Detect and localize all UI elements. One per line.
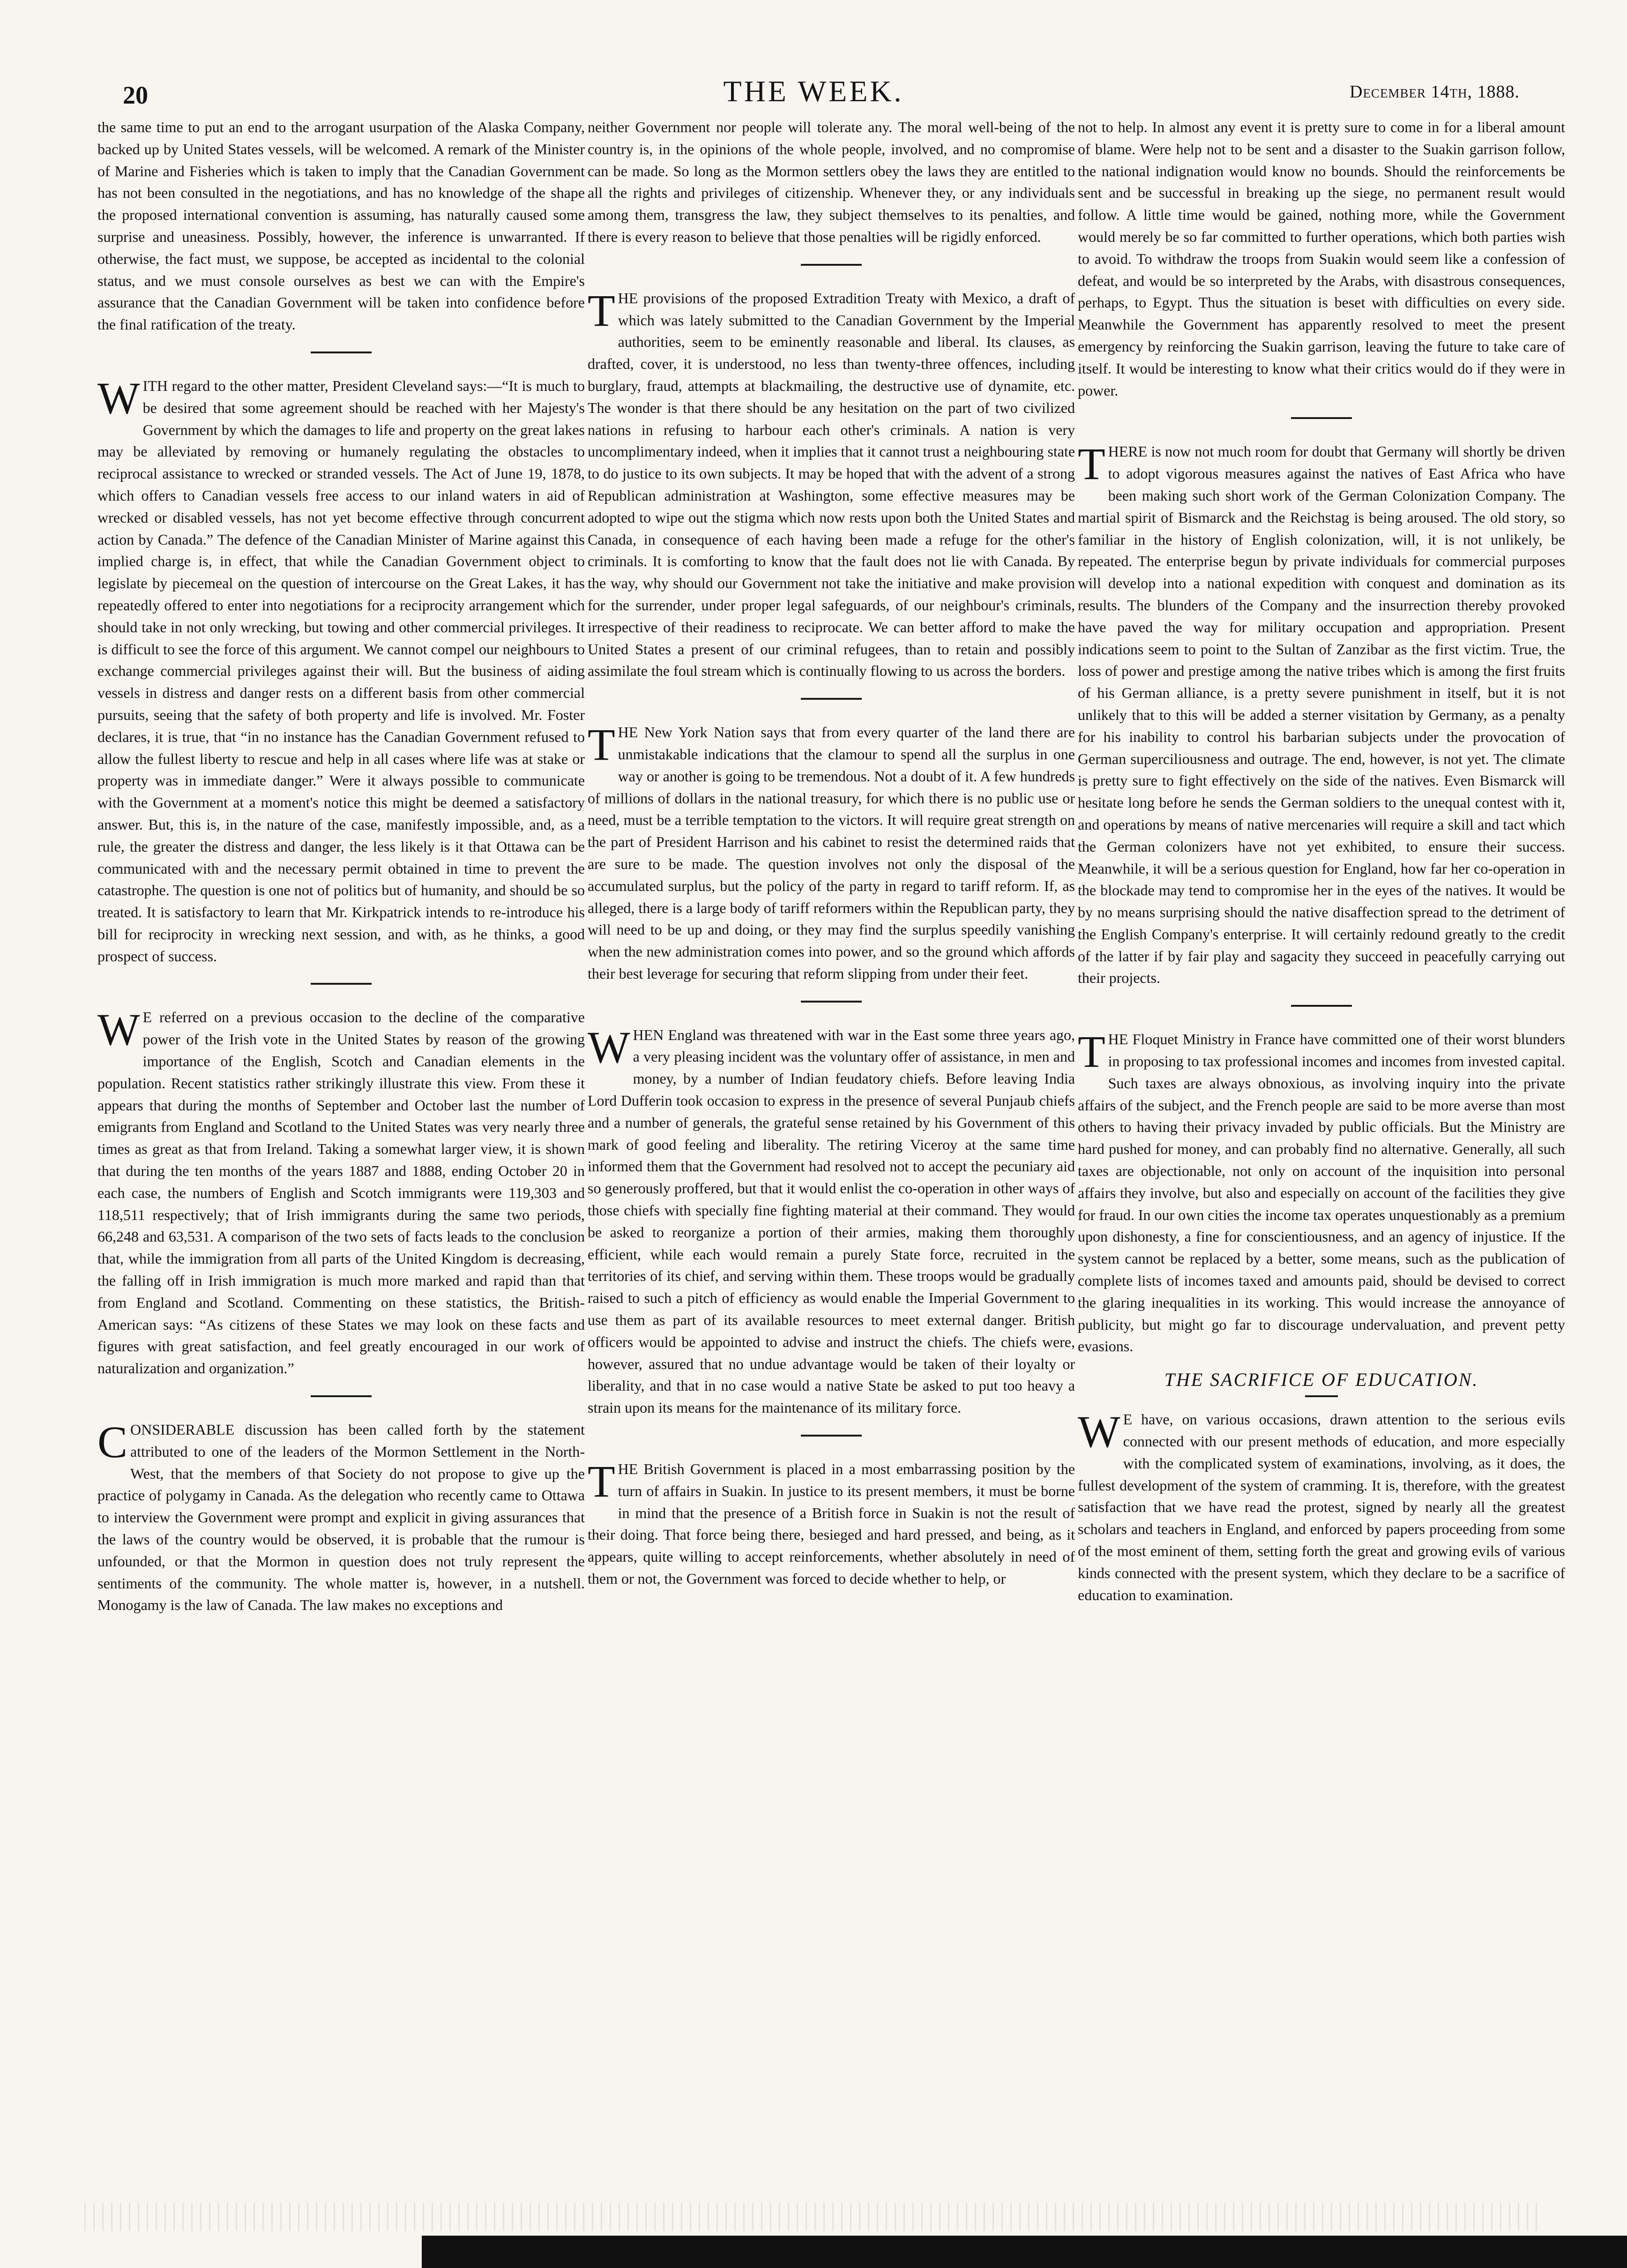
article-paragraph: THE British Government is placed in a most embarrassing position by the turn of affairs in Suakin. In justice to its present members, it must be borne in mind that the presence of a British force in Suakin is not the result of their doing. That force being there, besieged and hard pressed, and being, as it appears, quite willing to accept reinforcements, whether absolutely in need of them or not, the Government was forced to decide whether to help, or	[588, 1456, 1075, 1587]
section-divider	[311, 983, 372, 985]
section-divider	[801, 698, 862, 700]
article-paragraph: THERE is now not much room for doubt that Germany will shortly be driven to adopt vigorous measures against the natives of East Africa who have been making such short work of the German Colonization Company. The martial spirit of Bismarck and the Reichstag is being aroused. The old story, so familiar in the history of English colonization, will, it is not unlikely, be repeated. The enterprise begun by private individuals for commercial purposes will develop into a national expedition with conquest and domination as its results. The blunders of the Company and the insurrection thereby provoked have paved the way for military occupation and appropriation. Present indications seem to point to the Sultan of Zanzibar as the first victim. True, the loss of power and prestige among the native tribes which is among the first fruits of his German alliance, is a pretty severe punishment in itself, but it is not unlikely that to this will be added a sterner visitation by Germany, as a penalty for his inability to control his barbarian subjects under the provocation of German superciliousness and outrage. The end, however, is not yet. The climate is pretty sure to fight effectively on the side of the natives. Even Bismarck will hesitate long before he sends the German soldiers to the unequal contest with it, and operations by means of native mercenaries will require a skill and tact which the German colonizers have not yet exhibited, to ensure their success. Meanwhile, it will be a serious question for England, how far her co-operation in the blockade may tend to compromise her in the eyes of the natives. It would be by no means surprising should the native disaffection spread to the detriment of the English Company's enterprise. It will certainly redound greatly to the credit of the latter if by fair play and sagacity they succeed in peacefully carrying out their projects.	[1078, 439, 1565, 987]
scan-edge-shadow	[422, 2236, 1627, 2268]
article-paragraph: WITH regard to the other matter, President Cleveland says:—“It is much to be desired that some agreement should be reached with her Majesty's Government by which the damages to life and property on the great lakes may be alleviated by removing or humanely regulating the obstacles to reciprocal assistance to wrecked or stranded vessels. The Act of June 19, 1878, which offers to Canadian vessels free access to our inland waters in aid of wrecked or disabled vessels, has not yet become effective through concurrent action by Canada.” The defence of the Canadian Minister of Marine against this implied charge is, in effect, that while the Canadian Government object to legislate by piecemeal on the question of intercourse on the Great Lakes, it has repeatedly offered to enter into negotiations for a reciprocity arrangement which should take in not only wrecking, but towing and other commercial privileges. It is difficult to see the force of this argument. We cannot compel our neighbours to exchange commercial privileges against their will. But the business of aiding vessels in distress and danger rests on a different basis from other commercial pursuits, seeing that the safety of both property and life is involved. Mr. Foster declares, it is true, that “in no instance has the Canadian Government refused to allow the fullest liberty to rescue and help in all cases where life was at stake or property was in immediate danger.” Were it always possible to communicate with the Government at a moment's notice this might be deemed a satisfactory answer. But, this is, in the nature of the case, manifestly impossible, and, as a rule, the greater the distress and danger, the less likely is it that Ottawa can be communicated with and the necessary permit obtained in time to prevent the catastrophe. The question is one not of politics but of humanity, and should be so treated. It is satisfactory to learn that Mr. Kirkpatrick intends to re-introduce his bill for reciprocity in wrecking next session, and with, as he thinks, a good prospect of success.	[97, 373, 585, 965]
column-left	[97, 116, 585, 2183]
section-divider	[1291, 1005, 1352, 1007]
article-paragraph: CONSIDERABLE discussion has been called forth by the statement attributed to one of the leaders of the Mormon Settlement in the North-West, that the members of that Society do not propose to give up the practice of polygamy in Canada. As the delegation who recently came to Ottawa to interview the Government were prompt and explicit in giving assurances that the laws of the country would be observed, it is probable that the rumour is unfounded, or that the Mormon in question does not truly represent the sentiments of the community. The whole matter is, however, in a nutshell. Monogamy is the law of Canada. The law makes no exceptions and	[97, 1417, 585, 1614]
scan-noise	[84, 2203, 1537, 2231]
section-divider	[801, 1435, 862, 1437]
page-header	[0, 0, 1627, 122]
section-divider	[1305, 1395, 1338, 1397]
column-middle	[588, 116, 1075, 2183]
article-paragraph: THE Floquet Ministry in France have committed one of their worst blunders in proposing to tax professional incomes and incomes from invested capital. Such taxes are always obnoxious, as involving inquiry into the private affairs of the subject, and the French people are said to be more averse than most others to having their privacy invaded by public officials. But the Ministry are hard pushed for money, and can probably find no alternative. Generally, all such taxes are objectionable, not only on account of the inquisition into personal affairs they involve, but also and especially on account of the facilities they give for fraud. In our own cities the income tax operates unquestionably as a premium upon dishonesty, a fine for conscientiousness, and an agency of injustice. If the system cannot be replaced by a better, some means, such as the publication of complete lists of incomes taxed and amounts paid, should be devised to correct the glaring inequalities in its working. This would increase the annoyance of publicity, but might go far to discourage undervaluation, and prevent petty evasions.	[1078, 1026, 1565, 1355]
page-number: 20	[123, 81, 148, 109]
section-divider	[801, 264, 862, 266]
journal-title: THE WEEK.	[723, 75, 904, 108]
section-divider	[311, 1395, 372, 1397]
section-divider	[311, 352, 372, 353]
issue-date: December 14th, 1888.	[1350, 82, 1520, 102]
column-right	[1078, 116, 1565, 2183]
article-paragraph: not to help. In almost any event it is pretty sure to come in for a liberal amount of blame. Were help not to be sent and a disaster to the Suakin garrison follow, the national indignation would know no bounds. Should the reinforcements be sent and be successful in breaking up the siege, no permanent result would follow. A little time would be gained, nothing more, while the Government would merely be so far committed to further operations, which both parties wish to avoid. To withdraw the troops from Suakin would seem like a confession of defeat, and would be so interpreted by the Arabs, with disastrous consequences, perhaps, to Egypt. Thus the situation is beset with difficulties on every side. Meanwhile the Government has apparently resolved to meet the present emergency by reinforcing the Suakin garrison, leaving the future to take care of itself. It would be interesting to know what their critics would do if they were in power.	[1078, 119, 1565, 399]
article-paragraph: neither Government nor people will tolerate any. The moral well-being of the country is, in the opinions of the whole people, involved, and no compromise can be made. So long as the Mormon settlers obey the laws they are entitled to all the rights and privileges of citizenship. Whenever they, or any individuals among them, transgress the law, they subject themselves to its penalties, and there is every reason to believe that those penalties will be rigidly enforced.	[588, 119, 1075, 245]
article-paragraph: WE have, on various occasions, drawn attention to the serious evils connected with our present methods of education, and more especially with the complicated system of examinations, involving, as it does, the fullest development of the system of cramming. It is, therefore, with the greatest satisfaction that we have read the protest, signed by nearly all the greatest scholars and teachers in England, and enforced by papers proceeding from some of the most eminent of them, setting forth the great and growing evils of various kinds connected with the present system, which they declare to be a sacrifice of education to examination.	[1078, 1407, 1565, 1603]
article-paragraph: THE New York Nation says that from every quarter of the land there are unmistakable indications that the clamour to spend all the surplus in one way or another is going to be tremendous. Not a doubt of it. A few hundreds of millions of dollars in the national treasury, for which there is no public use or need, must be a terrible temptation to the victors. It will require great strength on the part of President Harrison and his cabinet to resist the determined raids that are sure to be made. The question involves not only the disposal of the accumulated surplus, but the policy of the party in regard to tariff reform. If, as alleged, there is a large body of tariff reformers within the Republican party, they will need to be up and doing, or they may find the surplus speedily vanishing when the new administration comes into power, and so the ground which affords their best leverage for securing that reform slipping from under their feet.	[588, 719, 1075, 982]
article-paragraph: WE referred on a previous occasion to the decline of the comparative power of the Irish vote in the United States by reason of the growing importance of the English, Scotch and Canadian elements in the population. Recent statistics rather strikingly illustrate this view. From these it appears that during the months of September and October last the number of emigrants from England and Scotland to the United States was very nearly three times as great as that from Ireland. Taking a somewhat larger view, it is shown that during the ten months of the years 1887 and 1888, ending October 20 in each case, the numbers of English and Scotch immigrants were 119,303 and 118,511 respectively; that of Irish immigrants during the same two periods, 66,248 and 63,531. A comparison of the two sets of facts leads to the conclusion that, while the immigration from all parts of the United Kingdom is decreasing, the falling off in Irish immigration is much more marked and rapid than that from England and Scotland. Commenting on these statistics, the British-American says: “As citizens of these States we may look on these facts and figures with great satisfaction, and feel greatly encouraged in our work of naturalization and organization.”	[97, 1004, 585, 1377]
article-paragraph: THE provisions of the proposed Extradition Treaty with Mexico, a draft of which was lately submitted to the Canadian Government by the Imperial authorities, seem to be eminently reasonable and liberal. Its clauses, as drafted, cover, it is understood, no less than twenty-three offences, including burglary, fraud, attempts at blackmailing, the destructive use of dynamite, etc. The wonder is that there should be any hesitation on the part of two civilized nations in refusing to harbour each other's criminals. A nation is very uncomplimentary indeed, when it implies that it cannot trust a neighbouring state to do justice to its own subjects. It may be hoped that with the advent of a strong Republican administration at Washington, some effective measures may be adopted to wipe out the stigma which now rests upon both the United States and Canada, in consequence of each having been made a refuge for the other's criminals. It is comforting to know that the fault does not lie with Canada. By the way, why should our Government not take the initiative and make provision for the surrender, under proper legal safeguards, of our neighbour's criminals, irrespective of their readiness to reciprocate. We can better afford to make the United States a present of our criminal refugees, than to retain and possibly assimilate the foul stream which is continually flowing to us across the borders.	[588, 285, 1075, 680]
article-paragraph: the same time to put an end to the arrogant usurpation of the Alaska Company, backed up by United States vessels, will be welcomed. A remark of the Minister of Marine and Fisheries which is taken to imply that the Canadian Government has not been consulted in the negotiations, and has no knowledge of the shape the proposed international convention is assuming, has naturally caused some surprise and uneasiness. Possibly, however, the inference is unwarranted. If otherwise, the fact must, we suppose, be accepted as incidental to the colonial status, and we must console ourselves as best we can with the Empire's assurance that the Canadian Government will be taken into confidence before the final ratification of the treaty.	[97, 119, 585, 333]
section-divider	[1291, 417, 1352, 419]
article-paragraph: WHEN England was threatened with war in the East some three years ago, a very pleasing incident was the voluntary offer of assistance, in men and money, by a number of Indian feudatory chiefs. Before leaving India Lord Dufferin took occasion to express in the presence of several Punjaub chiefs and a number of generals, the grateful sense retained by his Government of this mark of good feeling and liberality. The retiring Viceroy at the same time informed them that the Government had resolved not to accept the pecuniary aid so generously proffered, but that it would enlist the co-operation in other ways of those chiefs with specially fine fighting material at their command. They would be asked to reorganize a portion of their armies, making them thoroughly efficient, while each would remain a purely State force, recruited in the territories of its chief, and serving within them. These troops would be gradually raised to such a pitch of efficiency as would enable the Imperial Government to use them as part of its available resources to meet external danger. British officers would be appointed to advise and instruct the chiefs. The chiefs were, however, assured that no undue advantage would be taken of their loyalty or liberality, and that in no case would a native State be asked to put too heavy a strain upon its means for the maintenance of its military force.	[588, 1022, 1075, 1416]
section-heading: THE SACRIFICE OF EDUCATION.	[1164, 1369, 1479, 1391]
section-divider	[801, 1001, 862, 1003]
